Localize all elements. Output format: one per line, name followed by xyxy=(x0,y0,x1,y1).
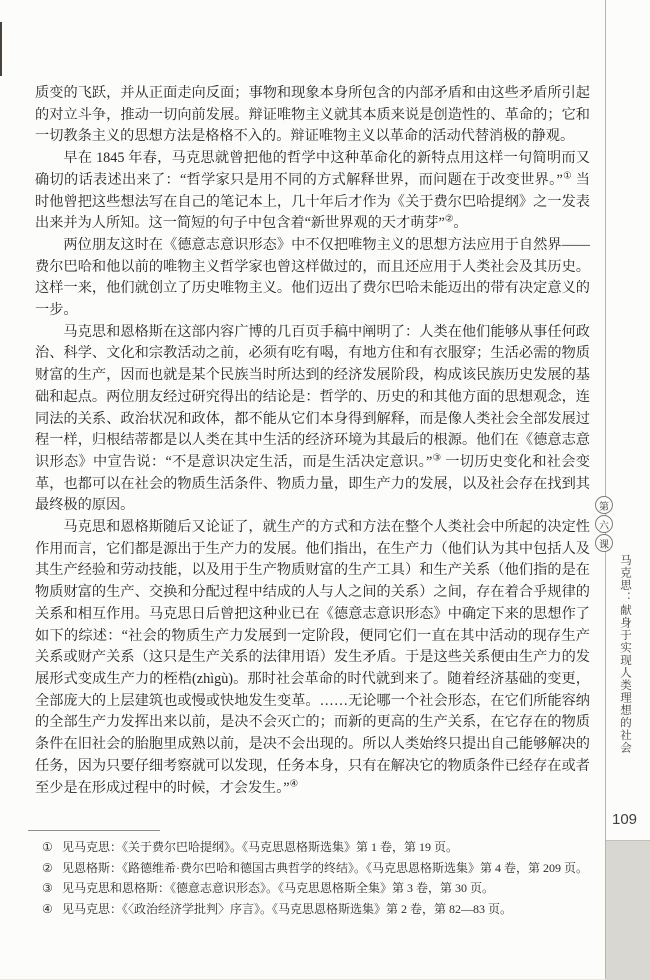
footnote-ref: ③ xyxy=(432,453,442,464)
paragraph: 早在 1845 年春，马克思就曾把他的哲学中这种革命化的新特点用这样一句简明而又确切的话表述出来了：“哲学家只是用不同的方式解释世界，而问题在于改变世界。”① 当时他曾把这些想法写在自己的笔记本上，几十年后才作为《关于费尔巴哈提纲》之一发表出来并为人所知。这一简短的句子中包含着“新世界观的天才萌芽”②。 xyxy=(35,150,590,232)
lesson-badge-char: 课 xyxy=(595,534,613,552)
footnote-marker: ③ xyxy=(42,881,53,896)
footnote-text: 见马克思：《关于费尔巴哈提纲》。《马克思恩格斯选集》第 1 卷，第 19 页。 xyxy=(62,840,459,854)
footnote-text: 见恩格斯：《路德维希·费尔巴哈和德国古典哲学的终结》。《马克思恩格斯选集》第 4 卷，第 209 页。 xyxy=(62,860,588,875)
footnote xyxy=(42,858,594,879)
footnote-marker: ① xyxy=(42,840,53,854)
footnotes-block xyxy=(42,837,594,919)
scan-artifact xyxy=(0,22,2,76)
footnote-text: 见马克思和恩格斯：《德意志意识形态》。《马克思恩格斯全集》第 3 卷，第 30 页。 xyxy=(62,881,495,896)
lesson-badge-char: 第 xyxy=(595,496,613,514)
footnote-separator xyxy=(28,830,160,831)
footnote-ref: ② xyxy=(444,214,454,225)
lesson-badge-char: 六 xyxy=(595,515,613,533)
footnote-ref: ① xyxy=(562,171,572,182)
page-number: 109 xyxy=(612,811,638,828)
paragraph: 马克思和恩格斯随后又论证了，就生产的方式和方法在整个人类社会中所起的决定性作用而言，它们都是源出于生产力的发展。他们指出，在生产力（他们认为其中包括人及其生产经验和劳动技能，以及用于生产物质财富的生产工具）和生产关系（他们指的是在物质财富的生产、交换和分配过程中结成的人与人之间的关系）之间，存在着合乎规律的关系和相互作用。马克思日后曾把这种业已在《德意志意识形态》中确定下来的思想作了如下的综述：“社会的物质生产力发展到一定阶段，便同它们一直在其中活动的现存生产关系或财产关系（这只是生产关系的法律用语）发生矛盾。于是这些关系便由生产力的发展形式变成生产力的桎梏(zhìgù)。那时社会革命的时代就到来了。随着经济基础的变更，全部庞大的上层建筑也或慢或快地发生变革。……无论哪一个社会形态，在它们所能容纳的全部生产力发挥出来以前，是决不会灭亡的；而新的更高的生产关系，在它存在的物质条件在旧社会的胎胞里成熟以前，是决不会出现的。所以人类始终只提出自己能够解决的任务，因为只要仔细考察就可以发现，任务本身，只有在解决它的物质条件已经存在或者至少是在形成过程中的时候，才会发生。”④ xyxy=(35,519,590,796)
footnote xyxy=(42,878,594,899)
body-text-column xyxy=(35,83,590,799)
footnote xyxy=(42,837,594,858)
paragraph: 马克思和恩格斯在这部内容广博的几百页手稿中阐明了：人类在他们能够从事任何政治、科学、文化和宗教活动之前，必须有吃有喝，有地方住和有衣服穿；生活必需的物质财富的生产，因而也就是某个民族当时所达到的经济发展阶段，构成该民族历史发展的基础和起点。两位朋友经过研究得出的结论是：哲学的、历史的和其他方面的思想观念，连同法的关系、政治状况和政体，都不能从它们本身得到解释，而是像人类社会全部发展过程一样，归根结蒂都是以人类在其中生活的经济环境为其最后的根源。他们在《德意志意识形态》中宣告说：“不是意识决定生活，而是生活决定意识。”③ 一切历史变化和社会变革，也都可以在社会的物质生活条件、物质力量，即生产力的发展，以及社会存在找到其最终极的原因。 xyxy=(35,323,590,514)
paragraph-continuation: 质变的飞跃，并从正面走向反面；事物和现象本身所包含的内部矛盾和由这些矛盾所引起的对立斗争，推动一切向前发展。辩证唯物主义就其本质来说是创造性的、革命的；它和一切教条主义的思想方法是格格不入的。辩证唯物主义以革命的活动代替消极的静观。 xyxy=(35,85,590,145)
footnote-marker: ④ xyxy=(42,901,53,916)
chapter-title-vertical: 马克思：献身于实现人类理想的社会 xyxy=(619,554,631,754)
footnote xyxy=(42,899,594,920)
paragraph: 两位朋友这时在《德意志意识形态》中不仅把唯物主义的思想方法应用于自然界——费尔巴哈和他以前的唯物主义哲学家也曾这样做过的，而且还应用于人类社会及其历史。这样一来，他们就创立了历史唯物主义。他们迈出了费尔巴哈未能迈出的带有决定意义的一步。 xyxy=(35,236,590,319)
footnote-ref: ④ xyxy=(289,778,299,789)
sidebar-rule xyxy=(605,0,606,979)
book-edge-shading xyxy=(606,840,650,980)
lesson-badge xyxy=(595,496,613,552)
footnote-text: 见马克思：《〈政治经济学批判〉序言》。《马克思恩格斯选集》第 2 卷，第 82—83 页。 xyxy=(62,901,513,916)
footnote-marker: ② xyxy=(42,860,53,875)
